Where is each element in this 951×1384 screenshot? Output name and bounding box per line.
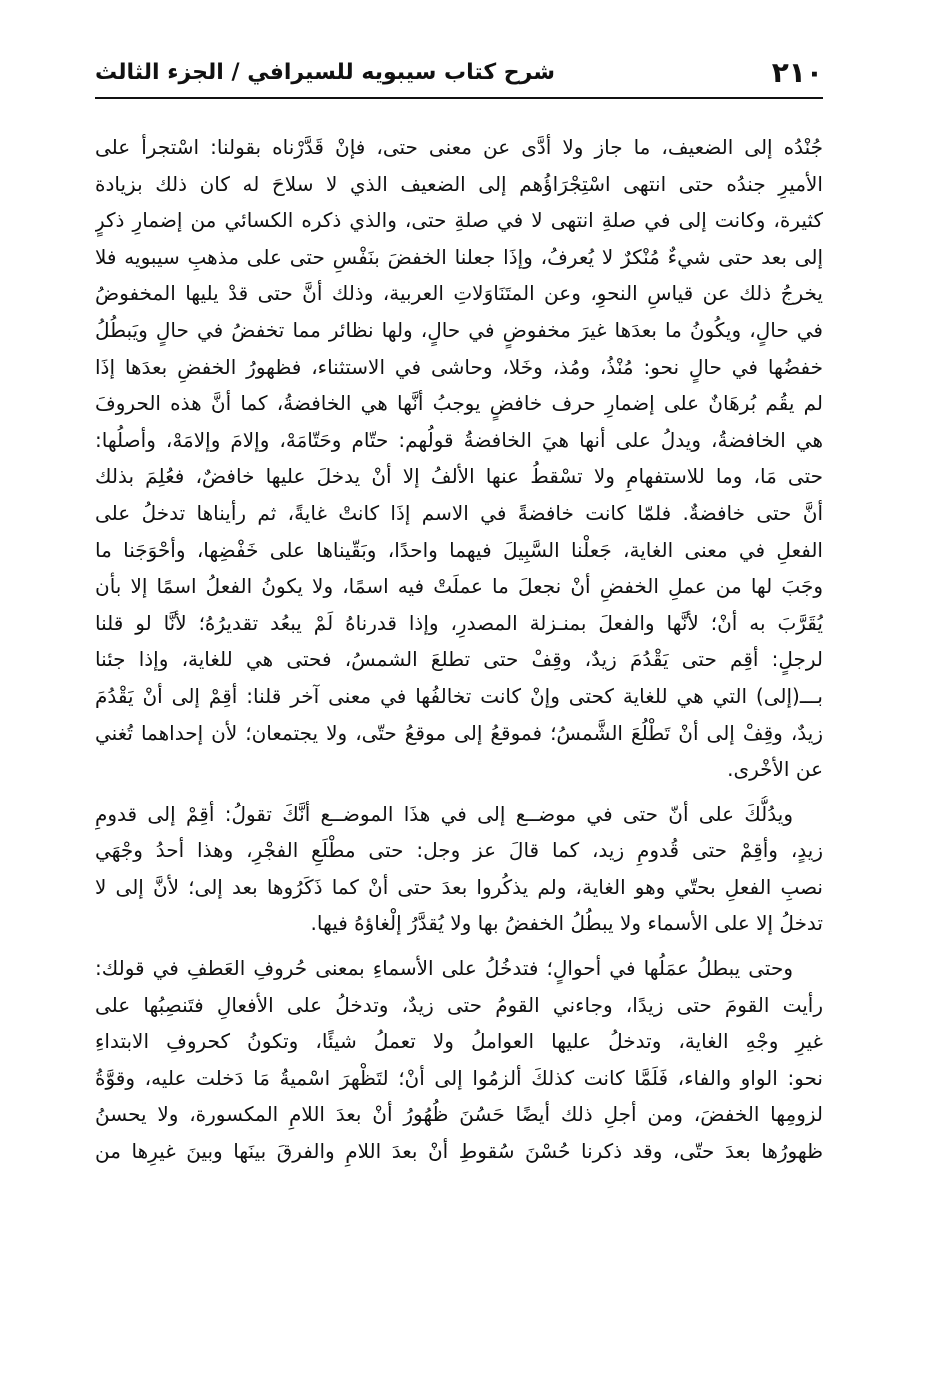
paragraph: [95, 129, 823, 788]
text-line: بـــ(إلى) التي هي للغاية كحتى وإنْ كانت تخالفُها في معنى آخر قلنا: أقِمْ إلى أنْ يَقْدُمَ: [95, 683, 823, 708]
paragraph-gap: [95, 788, 823, 796]
text-line: خفضُها في حالٍ نحو: مُنْذُ، ومُذ، وخَلا، وحاشى في الاستثناء، فظهورُ الخفضِ بعدَها إذَا: [95, 354, 823, 379]
text-line: لم يقُم بُرهَانٌ على إضمارِ حرف خافضٍ يوجبُ أنَّها هي الخافضةُ، كما أنَّ هذه الحروفَ: [95, 391, 823, 416]
text-line: وجَبَ لها من عملِ الخفضِ أنْ نجعلَ ما عملَتْ فيه اسمًا، ولا يكونُ الفعلُ اسمًا إلا بأن: [95, 574, 823, 599]
header-rule: [95, 97, 823, 99]
text-line: أنَّ حتى خافضةٌ. فلمّا كانت خافضةً في الاسم إذَا كانتْ غايةً، ثم رأيناها تدخلُ على: [95, 500, 823, 525]
text-line: نحو: الواو والفاء، فَلَمَّا كانت كذلكَ ألزمُوا إلى أنْ؛ لتَظْهرَ اسْميةُ مَا دَخلت عليه، وقوَّةُ: [95, 1065, 823, 1090]
text-line: الأميرِ جندُه حتى انتهى اسْتِجْرَاؤُهم إلى الضعيف الذي لا سلاحَ له كان ذلك بزيادة: [95, 171, 823, 196]
text-line: ويدُلُّكَ على أنّ حتى في موضــع إلى في هذَا الموضــع أنَّكَ تقولُ: أقِمْ إلى قدومِ: [95, 801, 793, 826]
page-number: ٢١٠: [771, 56, 823, 89]
text-line: زيدٍ، وأقِمْ حتى قُدومِ زيد، كما قالَ عز وجل: حتى مطْلَعِ الفجْرِ، وهذا أحدُ وجْهَي: [95, 838, 823, 863]
text-line: يُقَرَّبَ به أنْ؛ لأنَّها والفعلَ بمنـزلة المصدرِ، وإذا قدرناهُ لَمْ يبعُد تقديرُهُ؛ لأنَّا لو قلنا: [95, 610, 823, 635]
text-line: وحتى يبطلُ عمَلُها في أحوالٍ؛ فتدخُلُ على الأسماءِ بمعنى حُروفِ العَطفِ في قولك:: [95, 956, 793, 981]
text-line: حتى مَا، وما للاستفهامِ ولا تسْقطُ عنها الألفُ إلا أنْ يدخلَ عليها خافضٌ، فعُلِمَ بذلك: [95, 464, 823, 489]
text-line: يخرجُ ذلك عن قياسِ النحوِ، وعن المتَنَاوَلاتِ العربية، وذلك أنَّ حتى قدْ يليها المخفوضُ: [95, 281, 823, 306]
paragraph: [95, 950, 823, 1170]
running-title: شرح كتاب سيبويه للسيرافي / الجزء الثالث: [95, 60, 555, 85]
text-line: لزومِها الخفضَ، ومن أجلِ ذلك أيضًا حَسُنَ ظُهُورُ أنْ بعدَ اللامِ المكسورة، ولا يحسنُ: [95, 1102, 823, 1127]
text-line: في حالٍ، ويكُونُ ما بعدَها غيرَ مخفوضٍ في حالٍ، ولها نظائر مما تخفضُ في حالٍ ويَبطُلُ: [95, 317, 823, 342]
body-text: [95, 129, 823, 1170]
text-line: الفعلِ في معنى الغاية، جَعلْنا السَّبِيلَ فيهما واحدًا، وبَقّيناها على خَفْضِها، وأحْوَجَنا ما: [95, 537, 823, 562]
text-line: رأيت القومَ حتى زيدًا، وجاءني القومُ حتى زيدٌ، وتدخلُ على الأفعالِ فتَنصِبُها على: [95, 992, 823, 1017]
book-page: [95, 55, 823, 1365]
paragraph-gap: [95, 942, 823, 950]
text-line: عن الأخْرى.: [727, 757, 823, 782]
paragraph: [95, 796, 823, 942]
text-line: إلى بعد حتى شيءٌ مُنْكرٌ لا يُعرفُ، وإذَا جعلنا الخفضَ بنَفْسِ حتى على مذهبِ سيبويه فلا: [95, 244, 823, 269]
text-line: هي الخافضةُ، ويدلُ على أنها هيَ الخافضةُ قولُهم: حتّام وحَتّامَهْ، وإلامَ وإلامَهْ، وأصلُها:: [95, 427, 823, 452]
text-line: ظهورُها بعدَ حتّى، وقد ذكرنا حُسْنَ سُقوطِ أنْ بعدَ اللامِ والفرقَ بينَها وبينَ غيرِها من: [95, 1139, 823, 1164]
text-line: نصبِ الفعلِ بحتّي وهو الغاية، ولم يذكُروا بعدَ حتى أنْ كما ذَكَرُوها بعد إلى؛ لأنَّ إلى لا: [95, 874, 823, 899]
text-line: تدخلُ إلا على الأسماء ولا يبطُلُ الخفضُ بها ولا يُقدَّرُ إلْغاؤهُ فيها.: [310, 911, 823, 936]
text-line: زيدٌ، وقِفْ إلى أنْ تَطْلُعَ الشَّمسُ؛ فموقعُ إلى موقعُ حتّى، ولا يجتمعان؛ لأن إحداهما تُغني: [95, 720, 823, 745]
text-line: غيرِ وجْهِ الغاية، وتدخلُ عليها العواملُ ولا تعملُ شيئًا، وتكونُ كحروفِ الابتداءِ: [95, 1029, 823, 1054]
text-line: لرجلٍ: أقِم حتى يَقْدُمَ زيدٌ، وقِفْ حتى تطلعَ الشمسُ، فحتى هي للغاية، وإذا جئنا: [95, 647, 823, 672]
text-line: جُنْدُه إلى الضعيف، ما جاز ولا أدَّى عن معنى حتى، فإنْ قَدَّرْناه بقولنا: اسْتجرأ على: [95, 135, 823, 159]
text-line: كثيرة، وكانت إلى في صلةِ انتهى لا في صلةِ حتى، والذي ذكره الكسائي من إضمارِ ذكرٍ: [95, 208, 823, 233]
page-header: [95, 55, 823, 91]
